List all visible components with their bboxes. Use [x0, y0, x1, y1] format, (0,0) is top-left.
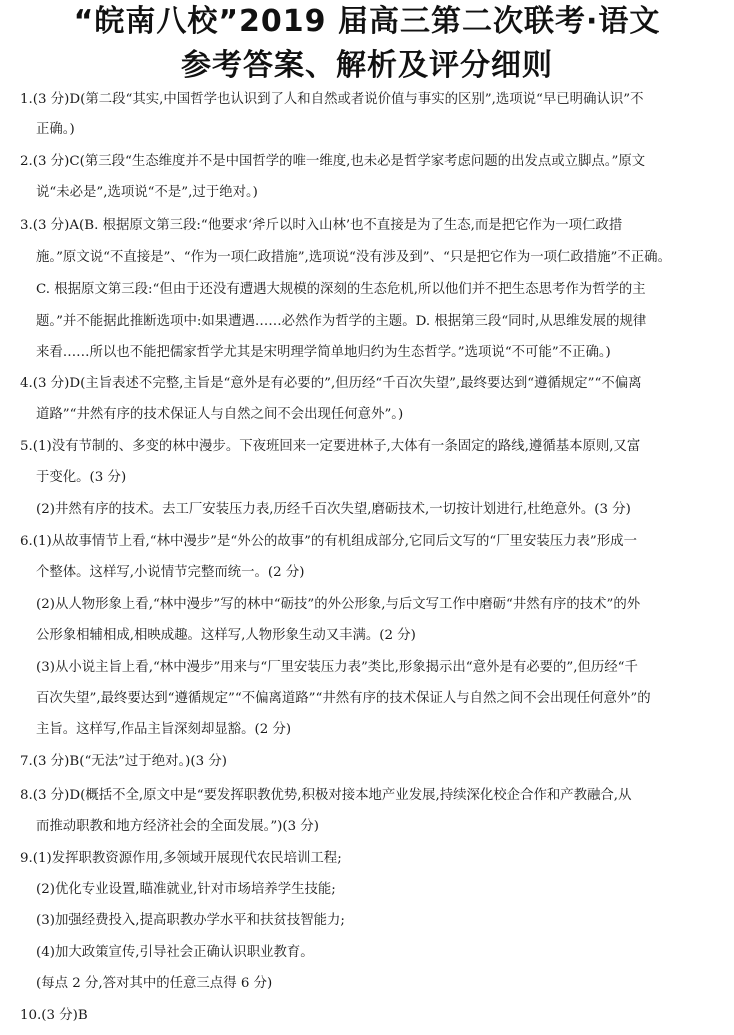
- q1-text-line: 1.(3 分)D(第二段“其实,中国哲学也认识到了人和自然或者说价值与事实的区别”,选项说“早已明确认识”不: [20, 92, 644, 107]
- q10-text-line: 10.(3 分)B: [20, 1008, 88, 1023]
- q2-text-line: 说“未必是”,选项说“不是”,过于绝对。): [36, 185, 258, 200]
- q4-text-line: 4.(3 分)D(主旨表述不完整,主旨是“意外是有必要的”,但历经“千百次失望”,最终要达到“遵循规定”“不偏离: [20, 376, 642, 391]
- q8-text-line: 8.(3 分)D(概括不全,原文中是“要发挥职教优势,积极对接本地产业发展,持续深化校企合作和产教融合,从: [20, 788, 632, 803]
- q1-text-line: 正确。): [36, 122, 75, 137]
- q6-text-line: (3)从小说主旨上看,“林中漫步”用来与“厂里安装压力表”类比,形象揭示出“意外是有必要的”,但历经“千: [36, 660, 638, 675]
- q2-text-line: 2.(3 分)C(第三段“生态维度并不是中国哲学的唯一维度,也未必是哲学家考虑问题的出发点或立脚点。”原文: [20, 154, 646, 169]
- q4-text-line: 道路”“井然有序的技术保证人与自然之间不会出现任何意外”。): [36, 407, 404, 422]
- q3-text-line: C. 根据原文第三段:“但由于还没有遭遇大规模的深刻的生态危机,所以他们并不把生态思考作为哲学的主: [36, 282, 646, 297]
- q3-text-line: 来看……所以也不能把儒家哲学尤其是宋明理学简单地归约为生态哲学。”选项说“不可能”不正确。): [36, 345, 611, 360]
- q9-text-line: (每点 2 分,答对其中的任意三点得 6 分): [36, 976, 273, 991]
- q5-text-line: (2)井然有序的技术。去工厂安装压力表,历经千百次失望,磨砺技术,一切按计划进行,杜绝意外。(3 分): [36, 502, 631, 517]
- document-title: “皖南八校”2019 届高三第二次联考·语文: [73, 4, 661, 39]
- q6-text-line: 个整体。这样写,小说情节完整而统一。(2 分): [36, 565, 305, 580]
- q3-text-line: 施。”原文说“不直接是”、“作为一项仁政措施”,选项说“没有涉及到”、“只是把它作为一项仁政措施”不正确。: [36, 250, 671, 265]
- q9-text-line: (4)加大政策宣传,引导社会正确认识职业教育。: [36, 945, 314, 960]
- q6-text-line: (2)从人物形象上看,“林中漫步”写的林中“砺技”的外公形象,与后文写工作中磨砺“井然有序的技术”的外: [36, 597, 641, 612]
- q7-text-line: 7.(3 分)B(“无法”过于绝对。)(3 分): [20, 754, 228, 769]
- q6-text-line: 主旨。这样写,作品主旨深刻却显豁。(2 分): [36, 722, 292, 737]
- q5-text-line: 于变化。(3 分): [36, 470, 127, 485]
- q9-text-line: 9.(1)发挥职教资源作用,多领域开展现代农民培训工程;: [20, 851, 342, 866]
- q8-text-line: 而推动职教和地方经济社会的全面发展。”)(3 分): [36, 819, 320, 834]
- q6-text-line: 百次失望”,最终要达到“遵循规定”“不偏离道路”“井然有序的技术保证人与自然之间不会出现任何意外”的: [36, 691, 651, 706]
- q6-text-line: 6.(1)从故事情节上看,“林中漫步”是“外公的故事”的有机组成部分,它同后文写的“厂里安装压力表”形成一: [20, 534, 637, 549]
- q9-text-line: (2)优化专业设置,瞄准就业,针对市场培养学生技能;: [36, 882, 336, 897]
- q5-text-line: 5.(1)没有节制的、多变的林中漫步。下夜班回来一定要进林子,大体有一条固定的路线,遵循基本原则,又富: [20, 439, 641, 454]
- q9-text-line: (3)加强经费投入,提高职教办学水平和扶贫技智能力;: [36, 913, 345, 928]
- q3-text-line: 3.(3 分)A(B. 根据原文第三段:“他要求‘斧斤以时入山林’也不直接是为了生态,而是把它作为一项仁政措: [20, 218, 623, 233]
- q3-text-line: 题。”并不能据此推断选项中:如果遭遇……必然作为哲学的主题。D. 根据第三段“同时,从思维发展的规律: [36, 314, 647, 329]
- document-subtitle: 参考答案、解析及评分细则: [181, 48, 553, 83]
- q6-text-line: 公形象相辅相成,相映成趣。这样写,人物形象生动又丰满。(2 分): [36, 628, 416, 643]
